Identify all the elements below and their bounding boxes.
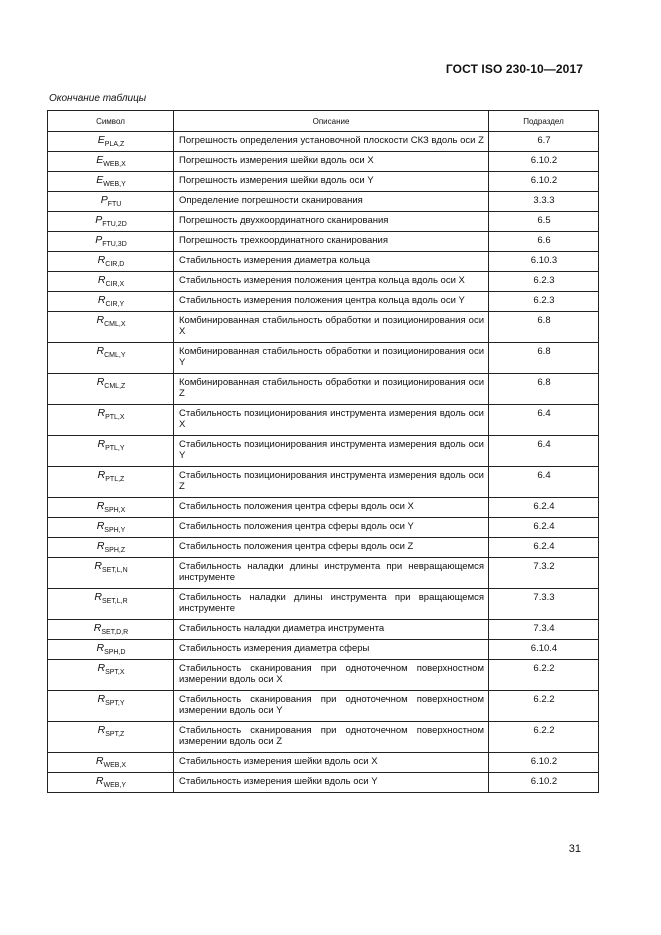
description-cell: Стабильность измерения диаметра сферы — [174, 640, 489, 660]
symbol-letter: R — [97, 254, 106, 266]
description-cell: Стабильность позиционирования инструмента измерения вдоль оси Z — [174, 467, 489, 498]
description-cell: Стабильность измерения шейки вдоль оси X — [174, 753, 489, 773]
symbol-letter: R — [94, 560, 102, 572]
description-cell: Стабильность сканирования при одноточечном поверхностном измерении вдоль оси Y — [174, 691, 489, 722]
symbol-letter: R — [97, 662, 106, 674]
subsection-cell: 6.2.3 — [489, 272, 599, 292]
subsection-cell: 6.2.4 — [489, 518, 599, 538]
subsection-cell: 6.10.2 — [489, 172, 599, 192]
symbol-cell — [48, 538, 174, 558]
symbol-cell — [48, 312, 174, 343]
description-cell: Определение погрешности сканирования — [174, 192, 489, 212]
table-row — [48, 312, 599, 343]
symbol-letter: P — [95, 214, 103, 226]
symbol-letter: R — [93, 622, 102, 634]
table-caption: Окончание таблицы — [49, 93, 147, 104]
subsection-cell: 6.8 — [489, 374, 599, 405]
table-row — [48, 640, 599, 660]
symbol-letter: R — [96, 376, 105, 388]
symbol-letter: E — [97, 134, 105, 146]
description-cell: Стабильность измерения положения центра кольца вдоль оси X — [174, 272, 489, 292]
symbol-cell — [48, 343, 174, 374]
subsection-cell: 6.5 — [489, 212, 599, 232]
symbol-cell — [48, 589, 174, 620]
symbol-subscript: WEB,Y — [103, 181, 126, 188]
symbol-subscript: FTU — [107, 201, 122, 208]
symbol-letter: R — [97, 274, 106, 286]
subsection-cell: 6.10.2 — [489, 152, 599, 172]
subsection-cell: 6.10.3 — [489, 252, 599, 272]
symbol-letter: R — [96, 314, 105, 326]
table-header-row — [48, 111, 599, 132]
symbol-subscript: PLA,Z — [104, 141, 125, 148]
description-cell: Погрешность определения установочной плоскости СКЗ вдоль оси Z — [174, 132, 489, 152]
symbol-cell — [48, 640, 174, 660]
symbol-subscript: SET,L,R — [101, 598, 128, 605]
table-row — [48, 232, 599, 252]
description-cell: Комбинированная стабильность обработки и позиционирования оси Y — [174, 343, 489, 374]
table-row — [48, 252, 599, 272]
symbol-cell — [48, 498, 174, 518]
table-row — [48, 498, 599, 518]
symbol-cell — [48, 405, 174, 436]
table-row — [48, 467, 599, 498]
symbol-letter: R — [97, 724, 106, 736]
subsection-cell: 6.2.3 — [489, 292, 599, 312]
description-cell: Стабильность сканирования при одноточечном поверхностном измерении вдоль оси Z — [174, 722, 489, 753]
symbol-subscript: PTL,Y — [105, 445, 125, 452]
symbol-cell — [48, 232, 174, 252]
table-row — [48, 722, 599, 753]
description-cell: Погрешность измерения шейки вдоль оси Y — [174, 172, 489, 192]
symbol-letter: E — [96, 154, 104, 166]
symbol-letter: R — [97, 438, 106, 450]
description-cell: Погрешность двухкоординатного сканирования — [174, 212, 489, 232]
symbol-letter: R — [96, 520, 105, 532]
table-row — [48, 436, 599, 467]
symbol-cell — [48, 558, 174, 589]
symbol-cell — [48, 192, 174, 212]
table-row — [48, 192, 599, 212]
description-cell: Стабильность положения центра сферы вдоль оси Z — [174, 538, 489, 558]
table-row — [48, 343, 599, 374]
symbols-table — [47, 110, 599, 793]
symbol-cell — [48, 374, 174, 405]
symbol-subscript: CIR,Y — [105, 301, 125, 308]
subsection-cell: 6.4 — [489, 405, 599, 436]
symbol-cell — [48, 152, 174, 172]
subsection-cell: 6.8 — [489, 343, 599, 374]
symbol-cell — [48, 252, 174, 272]
symbol-subscript: WEB,X — [103, 161, 126, 168]
symbol-subscript: PTL,X — [105, 414, 125, 421]
table-row — [48, 405, 599, 436]
symbol-cell — [48, 212, 174, 232]
symbol-subscript: SPT,Y — [105, 700, 125, 707]
symbol-letter: R — [97, 693, 106, 705]
subsection-cell: 6.2.2 — [489, 660, 599, 691]
symbol-cell — [48, 518, 174, 538]
description-cell: Стабильность наладки диаметра инструмента — [174, 620, 489, 640]
symbol-subscript: WEB,X — [103, 762, 127, 769]
subsection-cell: 7.3.4 — [489, 620, 599, 640]
symbol-subscript: SET,D,R — [101, 629, 129, 636]
subsection-cell: 7.3.2 — [489, 558, 599, 589]
symbol-cell — [48, 773, 174, 793]
symbol-subscript: SPT,X — [105, 669, 125, 676]
symbol-subscript: CML,X — [104, 321, 126, 328]
symbol-subscript: SPH,Y — [104, 527, 126, 534]
column-header-description: Описание — [174, 111, 489, 132]
table-row — [48, 620, 599, 640]
symbol-subscript: SPH,Z — [104, 547, 126, 554]
column-header-symbol: Символ — [48, 111, 174, 132]
symbol-subscript: WEB,Y — [103, 782, 127, 789]
description-cell: Стабильность позиционирования инструмента измерения вдоль оси X — [174, 405, 489, 436]
table-row — [48, 374, 599, 405]
symbol-cell — [48, 691, 174, 722]
table-row — [48, 589, 599, 620]
table-row — [48, 691, 599, 722]
table-row — [48, 172, 599, 192]
description-cell: Погрешность измерения шейки вдоль оси X — [174, 152, 489, 172]
page-number: 31 — [568, 843, 581, 855]
description-cell: Стабильность измерения диаметра кольца — [174, 252, 489, 272]
symbol-letter: R — [97, 469, 106, 481]
column-header-subsection: Подраздел — [489, 111, 599, 132]
description-cell: Стабильность положения центра сферы вдоль оси Y — [174, 518, 489, 538]
symbol-letter: R — [97, 294, 106, 306]
symbol-subscript: SPH,D — [104, 649, 126, 656]
symbol-cell — [48, 292, 174, 312]
symbol-cell — [48, 722, 174, 753]
symbol-subscript: CML,Z — [104, 383, 126, 390]
subsection-cell: 6.10.2 — [489, 773, 599, 793]
symbol-subscript: CML,Y — [104, 352, 126, 359]
symbol-letter: R — [95, 775, 104, 787]
subsection-cell: 6.6 — [489, 232, 599, 252]
table-row — [48, 272, 599, 292]
symbol-subscript: CIR,X — [105, 281, 125, 288]
symbol-letter: P — [95, 234, 103, 246]
description-cell: Стабильность наладки длины инструмента при невращающемся инструменте — [174, 558, 489, 589]
symbol-cell — [48, 272, 174, 292]
symbol-letter: E — [96, 174, 104, 186]
symbol-letter: R — [96, 540, 105, 552]
symbol-letter: R — [96, 642, 105, 654]
symbol-subscript: FTU,2D — [102, 221, 127, 228]
table-row — [48, 558, 599, 589]
symbol-letter: R — [94, 591, 102, 603]
table-row — [48, 152, 599, 172]
symbol-letter: R — [95, 755, 104, 767]
symbol-cell — [48, 436, 174, 467]
table-row — [48, 660, 599, 691]
subsection-cell: 7.3.3 — [489, 589, 599, 620]
description-cell: Стабильность измерения положения центра кольца вдоль оси Y — [174, 292, 489, 312]
subsection-cell: 6.4 — [489, 467, 599, 498]
symbol-subscript: CIR,D — [105, 261, 125, 268]
description-cell: Комбинированная стабильность обработки и позиционирования оси X — [174, 312, 489, 343]
document-header: ГОСТ ISO 230-10—2017 — [445, 62, 583, 76]
subsection-cell: 6.10.2 — [489, 753, 599, 773]
description-cell: Стабильность положения центра сферы вдоль оси X — [174, 498, 489, 518]
symbol-subscript: FTU,3D — [102, 241, 127, 248]
symbol-letter: R — [97, 407, 106, 419]
symbol-cell — [48, 172, 174, 192]
symbol-cell — [48, 753, 174, 773]
table-row — [48, 518, 599, 538]
subsection-cell: 6.7 — [489, 132, 599, 152]
subsection-cell: 6.2.2 — [489, 722, 599, 753]
description-cell: Стабильность измерения шейки вдоль оси Y — [174, 773, 489, 793]
symbol-letter: R — [96, 345, 105, 357]
description-cell: Стабильность наладки длины инструмента при вращающемся инструменте — [174, 589, 489, 620]
subsection-cell: 3.3.3 — [489, 192, 599, 212]
table-row — [48, 132, 599, 152]
subsection-cell: 6.2.4 — [489, 538, 599, 558]
table-row — [48, 212, 599, 232]
symbol-letter: R — [96, 500, 105, 512]
description-cell: Стабильность позиционирования инструмента измерения вдоль оси Y — [174, 436, 489, 467]
symbol-letter: P — [100, 194, 108, 206]
description-cell: Комбинированная стабильность обработки и позиционирования оси Z — [174, 374, 489, 405]
symbol-subscript: SET,L,N — [101, 567, 128, 574]
subsection-cell: 6.8 — [489, 312, 599, 343]
symbol-cell — [48, 620, 174, 640]
description-cell: Погрешность трехкоординатного сканирования — [174, 232, 489, 252]
symbol-subscript: PTL,Z — [105, 476, 125, 483]
symbol-cell — [48, 132, 174, 152]
table-row — [48, 538, 599, 558]
table-row — [48, 753, 599, 773]
subsection-cell: 6.2.4 — [489, 498, 599, 518]
table-row — [48, 773, 599, 793]
subsection-cell: 6.4 — [489, 436, 599, 467]
symbol-subscript: SPT,Z — [105, 731, 125, 738]
symbol-cell — [48, 660, 174, 691]
subsection-cell: 6.2.2 — [489, 691, 599, 722]
table-row — [48, 292, 599, 312]
description-cell: Стабильность сканирования при одноточечном поверхностном измерении вдоль оси X — [174, 660, 489, 691]
subsection-cell: 6.10.4 — [489, 640, 599, 660]
symbol-subscript: SPH,X — [104, 507, 126, 514]
symbol-cell — [48, 467, 174, 498]
